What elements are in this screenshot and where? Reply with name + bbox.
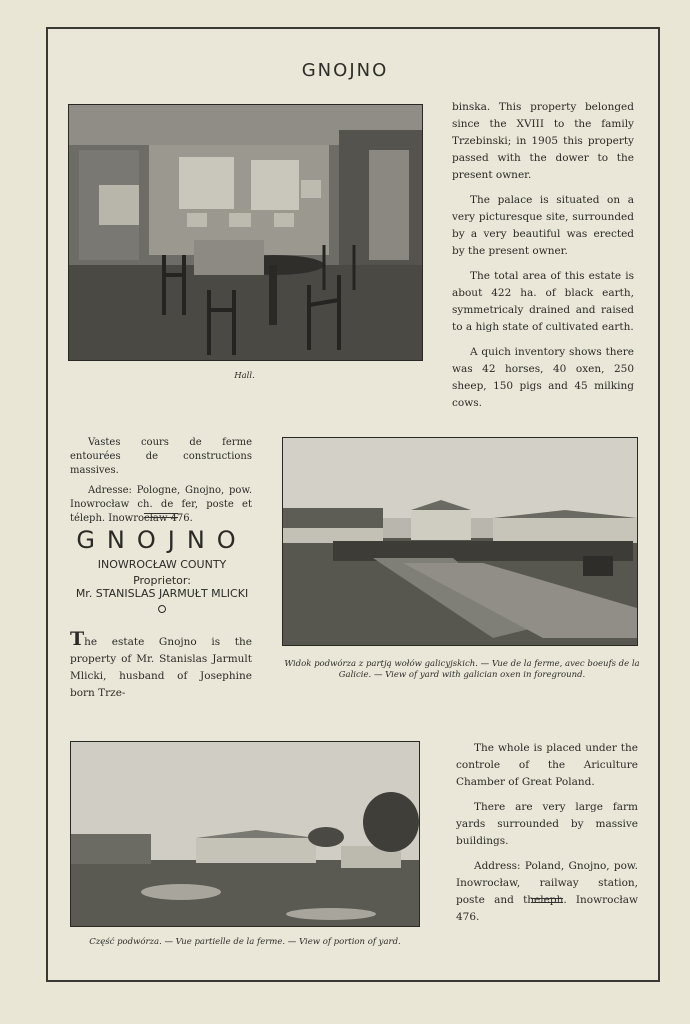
right-text-bottom — [456, 740, 638, 934]
closing-rule — [531, 898, 563, 903]
divider-rule — [144, 513, 178, 518]
ornament-icon: ⭘ — [157, 603, 167, 616]
paragraph-farmyards: There are very large farm yards surrounded by massive buildings. — [456, 801, 638, 847]
proprietor-label: Proprietor: — [133, 574, 191, 587]
drop-cap: T — [70, 628, 85, 650]
page-title: GNOJNO — [301, 60, 389, 81]
right-text-top — [452, 99, 634, 420]
yard-portion-photo — [70, 741, 420, 927]
french-address: Adresse: Pologne, Gnojno, pow. Inowrocław ch. de fer, poste et téleph. Inowrocław 476. — [70, 485, 252, 524]
proprietor-name: Mr. STANISLAS JARMUŁT MLICKI — [75, 587, 249, 600]
intro-text — [70, 628, 252, 710]
hall-caption: Hall. — [234, 371, 255, 381]
yard-portion-caption: Część podwórza. — Vue partielle de la ferme. — View of portion of yard. — [89, 937, 401, 947]
paragraph-address: Address: Poland, Gnojno, pow. Inowrocław, railway station, poste and theleph. Inowrocław 476. — [456, 860, 638, 923]
paragraph-inventory: A quich inventory shows there was 42 horses, 40 oxen, 250 sheep, 150 pigs and 45 milking cows. — [452, 346, 634, 409]
intro-paragraph: he estate Gnojno is the property of Mr. Stanislas Jarmult Mlicki, husband of Josephine born Trze- — [70, 636, 252, 699]
paragraph-palace: The palace is situated on a very picturesque site, surrounded by a very beautiful was erected by the present owner. — [452, 194, 634, 257]
yard-oxen-photo — [282, 437, 638, 646]
estate-title: GNOJNO — [76, 526, 248, 554]
paragraph-control: The whole is placed under the controle of the Ariculture Chamber of Great Poland. — [456, 742, 638, 788]
county-name: INOWROCŁAW COUNTY — [97, 558, 227, 571]
paragraph-history: binska. This property belonged since the XVIII to the family Trzebinski; in 1905 this property passed with the dower to the present owner. — [452, 101, 634, 181]
paragraph-area: The total area of this estate is about 422 ha. of black earth, symmetricaly drained and raised to a high state of cultivated earth. — [452, 270, 634, 333]
french-yards: Vastes cours de ferme entourées de constructions massives. — [70, 437, 252, 476]
yard-oxen-caption: Widok podwórza z partją wołów galicyjskich. — Vue de la ferme, avec boeufs de la Galicie. — View of yard with galician oxen in foreground. — [284, 659, 640, 680]
hall-photo — [68, 104, 423, 361]
